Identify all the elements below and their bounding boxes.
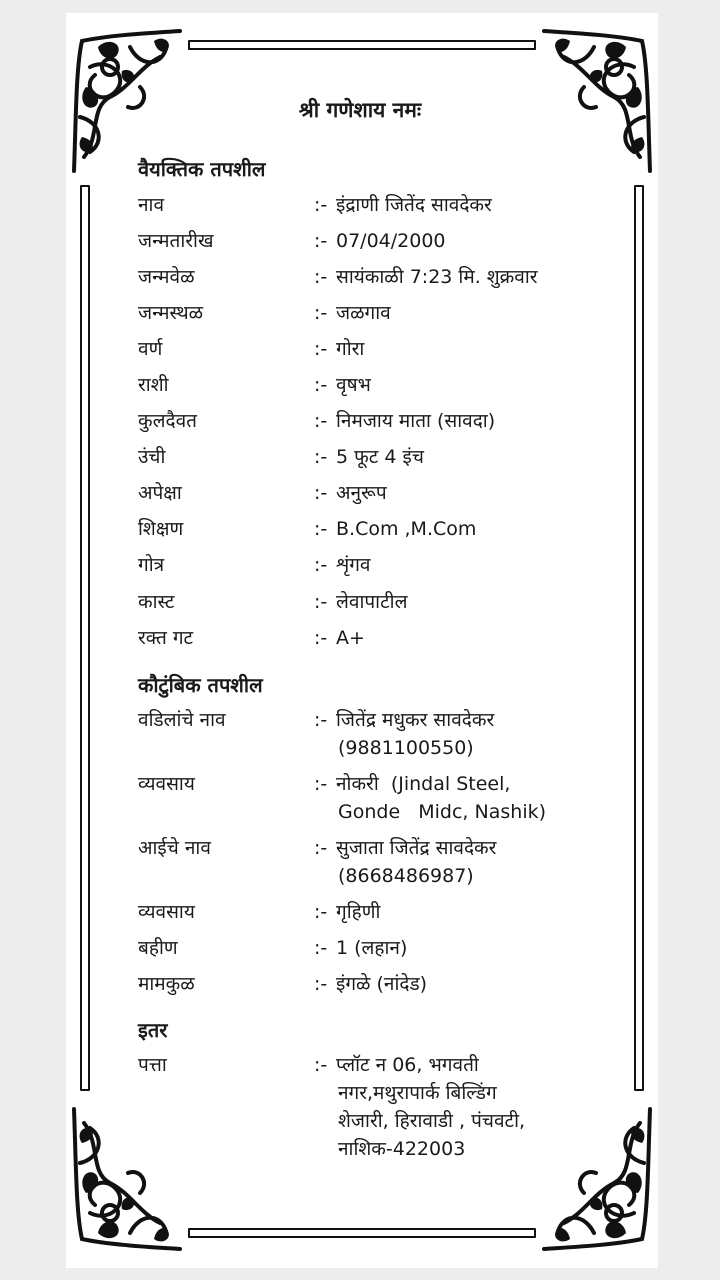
floral-corner-ornament-icon [542, 1105, 654, 1253]
field-separator: :- [314, 591, 328, 613]
field-value: वृषभ [336, 374, 371, 396]
field-label: मामकुळ [138, 973, 195, 995]
field-label: वडिलांचे नाव [138, 709, 226, 731]
field-label: व्यवसाय [138, 773, 195, 795]
field-separator: :- [314, 937, 328, 959]
bottom-border-bar [188, 1228, 536, 1238]
address-line: शेजारी, हिरावाडी , पंचवटी, [338, 1110, 526, 1132]
field-value: इंद्राणी जितेंद सावदेकर [336, 194, 492, 216]
field-label: आईचे नाव [138, 837, 211, 859]
field-separator: :- [314, 446, 328, 468]
field-label: शिक्षण [138, 518, 184, 540]
field-separator: :- [314, 627, 328, 649]
field-separator: :- [314, 338, 328, 360]
field-label: व्यवसाय [138, 901, 195, 923]
field-label: जन्मवेळ [138, 266, 195, 288]
field-label: जन्मतारीख [138, 230, 214, 252]
field-value: B.Com ,M.Com [336, 518, 477, 540]
field-label: गोत्र [138, 554, 165, 576]
field-separator: :- [314, 973, 328, 995]
field-value: निमजाय माता (सावदा) [336, 410, 496, 432]
field-label: वर्ण [138, 338, 163, 360]
field-value: जितेंद्र मधुकर सावदेकर [336, 709, 495, 731]
floral-corner-ornament-icon [70, 1105, 182, 1253]
field-value: सुजाता जितेंद्र सावदेकर [336, 837, 497, 859]
field-separator: :- [314, 410, 328, 432]
field-separator: :- [314, 518, 328, 540]
field-label: उंची [138, 446, 166, 468]
field-separator: :- [314, 482, 328, 504]
field-label: राशी [138, 374, 169, 396]
section-heading-family: कौटुंबिक तपशील [138, 673, 263, 697]
field-label: रक्त गट [138, 627, 194, 649]
field-value: 1 (लहान) [336, 937, 408, 959]
page-title: श्री गणेशाय नमः [298, 98, 422, 122]
field-value: सायंकाळी 7:23 मि. शुक्रवार [336, 266, 538, 288]
left-border-bar [80, 185, 90, 1091]
field-value: लेवापाटील [336, 591, 408, 613]
field-value: नोकरी (Jindal Steel, [336, 773, 511, 795]
field-separator: :- [314, 302, 328, 324]
field-separator: :- [314, 1054, 328, 1076]
field-value-continued: (8668486987) [338, 865, 474, 887]
field-separator: :- [314, 230, 328, 252]
field-separator: :- [314, 554, 328, 576]
field-separator: :- [314, 773, 328, 795]
field-label: कुलदैवत [138, 410, 197, 432]
field-separator: :- [314, 901, 328, 923]
section-heading-other: इतर [138, 1018, 168, 1042]
address-line: नगर,मथुरापार्क बिल्डिंग [338, 1082, 497, 1104]
top-border-bar [188, 40, 536, 50]
field-separator: :- [314, 374, 328, 396]
right-border-bar [634, 185, 644, 1091]
field-separator: :- [314, 266, 328, 288]
field-label: पत्ता [138, 1054, 167, 1076]
field-value: शृंगव [336, 554, 371, 576]
field-separator: :- [314, 709, 328, 731]
field-value: गृहिणी [336, 901, 381, 923]
field-value: इंगळे (नांदेड) [336, 973, 428, 995]
field-label: नाव [138, 194, 165, 216]
field-separator: :- [314, 837, 328, 859]
field-value: 5 फूट 4 इंच [336, 446, 424, 468]
field-label: जन्मस्थळ [138, 302, 204, 324]
field-value: गोरा [336, 338, 365, 360]
field-separator: :- [314, 194, 328, 216]
address-line: प्लॉट न 06, भगवती [336, 1054, 479, 1076]
address-line: नाशिक-422003 [338, 1138, 466, 1160]
field-label: अपेक्षा [138, 482, 182, 504]
field-value-continued: Gonde Midc, Nashik) [338, 801, 547, 823]
field-value: 07/04/2000 [336, 230, 446, 252]
field-value: A+ [336, 627, 365, 649]
field-label: कास्ट [138, 591, 175, 613]
field-value: जळगाव [336, 302, 391, 324]
field-value-continued: (9881100550) [338, 737, 474, 759]
field-value: अनुरूप [336, 482, 387, 504]
field-label: बहीण [138, 937, 178, 959]
section-heading-personal: वैयक्तिक तपशील [138, 157, 266, 181]
